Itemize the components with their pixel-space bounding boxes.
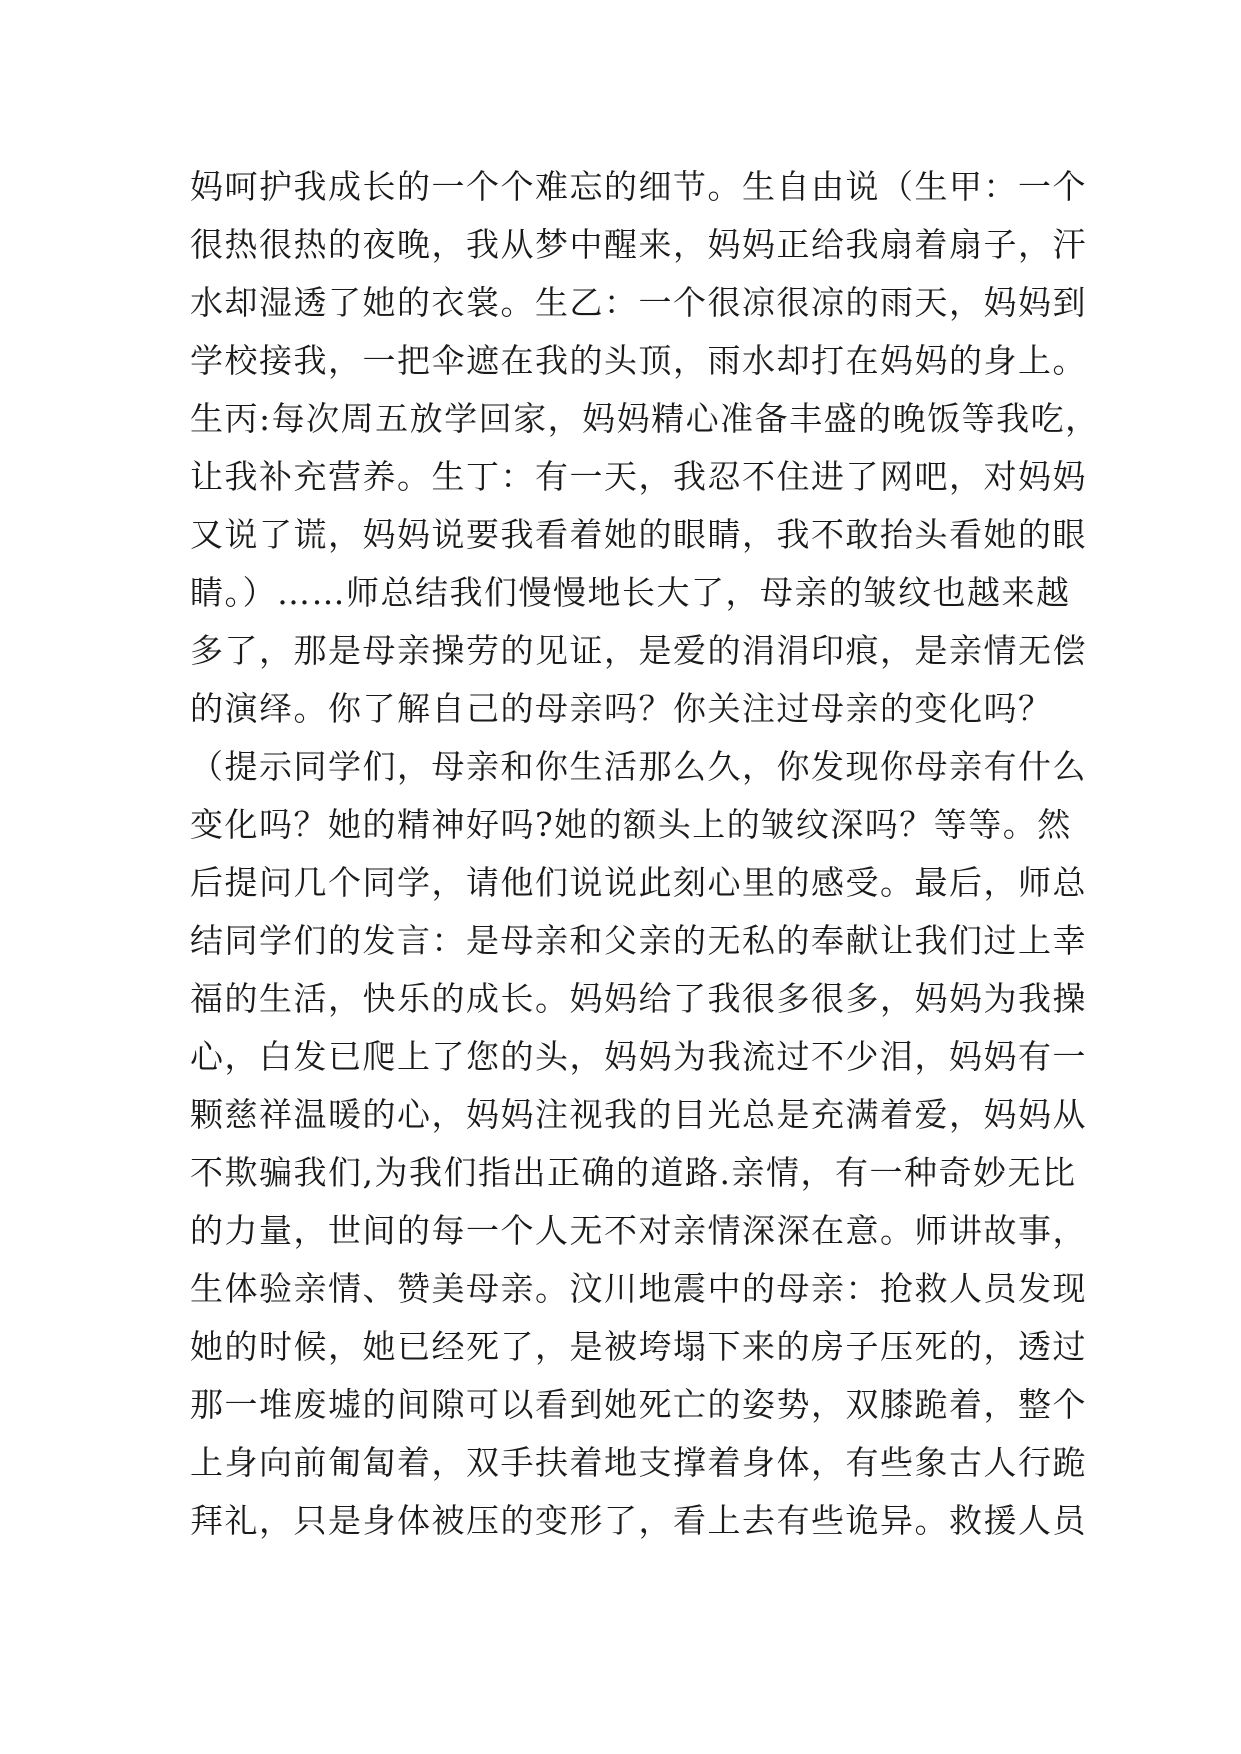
text-line: 水却湿透了她的衣裳。生乙：一个很凉很凉的雨天，妈妈到 <box>190 283 1087 322</box>
text-line: 后提问几个同学，请他们说说此刻心里的感受。最后，师总 <box>190 863 1087 902</box>
text-line: 生丙:每次周五放学回家，妈妈精心准备丰盛的晚饭等我吃， <box>190 399 1100 438</box>
body-text <box>190 158 1100 1550</box>
text-line: 睛。）……师总结我们慢慢地长大了，母亲的皱纹也越来越 <box>190 573 1071 612</box>
text-line: 让我补充营养。生丁：有一天，我忍不住进了网吧，对妈妈 <box>190 457 1087 496</box>
text-line: 那一堆废墟的间隙可以看到她死亡的姿势，双膝跪着，整个 <box>190 1385 1087 1424</box>
text-line: 颗慈祥温暖的心，妈妈注视我的目光总是充满着爱，妈妈从 <box>190 1095 1087 1134</box>
text-line: 生体验亲情、赞美母亲。汶川地震中的母亲：抢救人员发现 <box>190 1269 1087 1308</box>
text-line: 上身向前匍匐着，双手扶着地支撑着身体，有些象古人行跪 <box>190 1443 1087 1482</box>
text-line: 心，白发已爬上了您的头，妈妈为我流过不少泪，妈妈有一 <box>190 1037 1087 1076</box>
text-line: 结同学们的发言：是母亲和父亲的无私的奉献让我们过上幸 <box>190 921 1087 960</box>
text-line: 不欺骗我们,为我们指出正确的道路.亲情，有一种奇妙无比 <box>190 1153 1077 1192</box>
text-line: 拜礼，只是身体被压的变形了，看上去有些诡异。救援人员 <box>190 1501 1087 1540</box>
text-line: 她的时候，她已经死了，是被垮塌下来的房子压死的，透过 <box>190 1327 1087 1366</box>
text-line: （提示同学们，母亲和你生活那么久，你发现你母亲有什么 <box>190 747 1087 786</box>
text-line: 变化吗？她的精神好吗?她的额头上的皱纹深吗？等等。然 <box>190 805 1072 844</box>
text-line: 又说了谎，妈妈说要我看着她的眼睛，我不敢抬头看她的眼 <box>190 515 1087 554</box>
text-line: 多了，那是母亲操劳的见证，是爱的涓涓印痕，是亲情无偿 <box>190 631 1087 670</box>
text-line: 的力量，世间的每一个人无不对亲情深深在意。师讲故事， <box>190 1211 1087 1250</box>
text-line: 学校接我，一把伞遮在我的头顶，雨水却打在妈妈的身上。 <box>190 341 1087 380</box>
text-line: 很热很热的夜晚，我从梦中醒来，妈妈正给我扇着扇子，汗 <box>190 225 1087 264</box>
text-line: 的演绎。你了解自己的母亲吗？你关注过母亲的变化吗？ <box>190 689 1053 728</box>
text-line: 福的生活，快乐的成长。妈妈给了我很多很多，妈妈为我操 <box>190 979 1087 1018</box>
text-line: 妈呵护我成长的一个个难忘的细节。生自由说（生甲：一个 <box>190 167 1087 206</box>
